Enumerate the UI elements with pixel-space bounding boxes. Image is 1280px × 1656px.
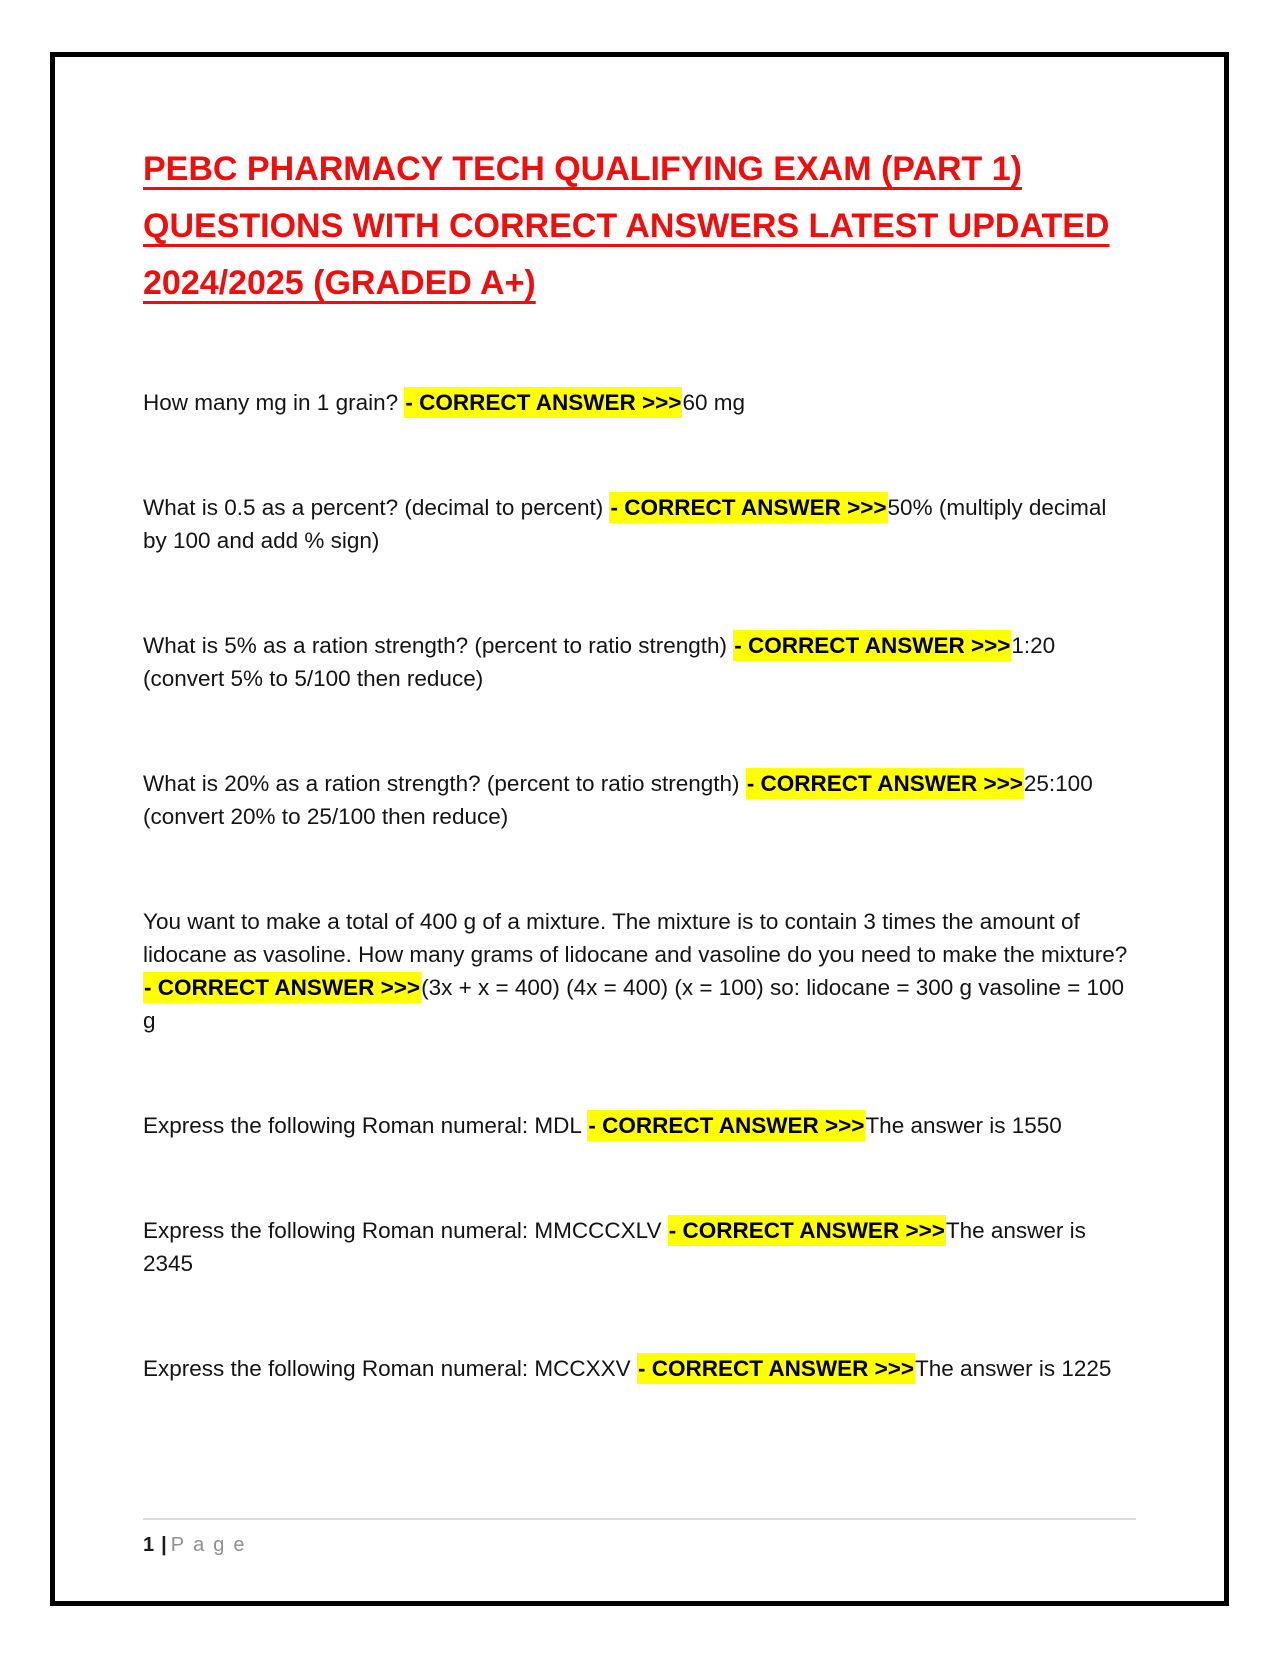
correct-answer-marker: - CORRECT ANSWER >>> bbox=[587, 1110, 865, 1141]
correct-answer-marker: - CORRECT ANSWER >>> bbox=[143, 972, 421, 1003]
question-block-5 bbox=[143, 905, 1136, 1037]
question-text: What is 5% as a ration strength? (percent to ratio strength) bbox=[143, 633, 734, 658]
page-footer bbox=[143, 1518, 1136, 1560]
question-block-1 bbox=[143, 386, 1136, 419]
question-text: What is 20% as a ration strength? (percent to ratio strength) bbox=[143, 771, 746, 796]
question-text: How many mg in 1 grain? bbox=[143, 390, 405, 415]
title-line-3: 2024/2025 (GRADED A+) bbox=[143, 264, 536, 302]
answer-text: 25:100 (convert 20% to 25/100 then reduce) bbox=[143, 771, 1093, 829]
answer-text: 1:20 (convert 5% to 5/100 then reduce) bbox=[143, 633, 1056, 691]
correct-answer-marker: - CORRECT ANSWER >>> bbox=[733, 630, 1011, 661]
correct-answer-marker: - CORRECT ANSWER >>> bbox=[637, 1353, 915, 1384]
question-block-4 bbox=[143, 767, 1136, 833]
question-block-2 bbox=[143, 491, 1136, 557]
correct-answer-marker: - CORRECT ANSWER >>> bbox=[668, 1215, 946, 1246]
page-number: 1 bbox=[143, 1534, 156, 1556]
question-block-3 bbox=[143, 629, 1136, 695]
question-block-6 bbox=[143, 1109, 1136, 1142]
correct-answer-marker: - CORRECT ANSWER >>> bbox=[746, 768, 1024, 799]
answer-text: 50% (multiply decimal by 100 and add % sign) bbox=[143, 495, 1107, 553]
document-page-frame bbox=[50, 52, 1229, 1606]
answer-text: 60 mg bbox=[682, 390, 745, 415]
question-text: Express the following Roman numeral: MDL bbox=[143, 1113, 588, 1138]
page-title bbox=[143, 141, 1136, 312]
question-text: Express the following Roman numeral: MMCCCXLV bbox=[143, 1218, 668, 1243]
correct-answer-marker: - CORRECT ANSWER >>> bbox=[609, 492, 887, 523]
answer-text: The answer is 1225 bbox=[915, 1356, 1112, 1381]
title-line-1: PEBC PHARMACY TECH QUALIFYING EXAM (PART 1) bbox=[143, 150, 1023, 188]
answer-text: The answer is 2345 bbox=[143, 1218, 1086, 1276]
question-text: Express the following Roman numeral: MCCXXV bbox=[143, 1356, 637, 1381]
document-content bbox=[55, 57, 1224, 1457]
answer-text: The answer is 1550 bbox=[865, 1113, 1062, 1138]
question-text: What is 0.5 as a percent? (decimal to percent) bbox=[143, 495, 610, 520]
question-block-7 bbox=[143, 1214, 1136, 1280]
footer-separator: | bbox=[161, 1534, 167, 1556]
question-block-8 bbox=[143, 1352, 1136, 1385]
title-line-2: QUESTIONS WITH CORRECT ANSWERS LATEST UPDATED bbox=[143, 207, 1110, 245]
answer-text: (3x + x = 400) (4x = 400) (x = 100) so: lidocane = 300 g vasoline = 100 g bbox=[143, 975, 1125, 1033]
footer-page-label: Page bbox=[170, 1534, 254, 1556]
correct-answer-marker: - CORRECT ANSWER >>> bbox=[404, 387, 682, 418]
question-text: You want to make a total of 400 g of a mixture. The mixture is to contain 3 times the amount of lidocane as vasoline. How many grams of lidocane and vasoline do you need to make the mixture? bbox=[143, 909, 1128, 967]
